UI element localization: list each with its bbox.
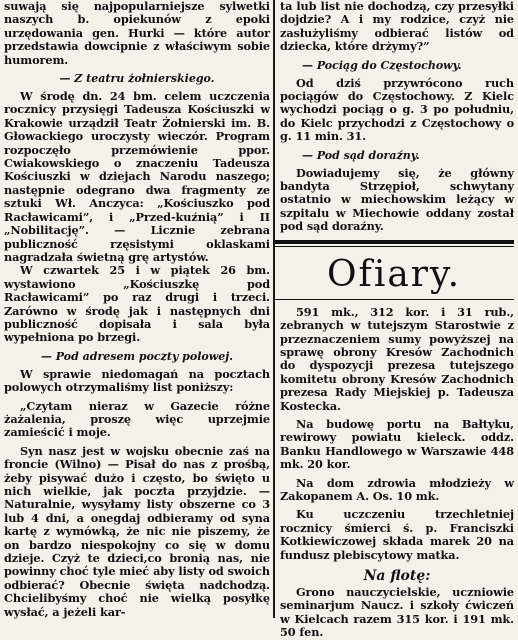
column-divider (273, 0, 275, 618)
paragraph-poczta-1: W sprawie niedomagań na pocztach polowych otrzymaliśmy list poniższy: (4, 366, 270, 395)
section-rule-thick (274, 240, 514, 244)
ofiary-item-5: Grono nauczycielskie, uczniowie seminarjum Naucz. i szkoły ćwiczeń w Kielcach razem 315 kor. i 191 mk. 50 fen. (280, 585, 514, 640)
section-rule-bottom (274, 299, 514, 300)
heading-poczta-polowa: — Pod adresem poczty polowej. (40, 349, 234, 363)
heading-sad-dorazny: — Pod sąd doraźny. (302, 148, 420, 162)
section-rule-thin (274, 246, 514, 247)
ofiary-item-3: Na dom zdrowia młodzieży w Zakopanem A. Os. 10 mk. (280, 475, 514, 503)
ofiary-item-4: Ku uczczeniu trzechletniej rocznicy śmierci ś. p. Franciszki Kotkiewiczowej składa marek 20 na fundusz plebiscytowy matka. (280, 507, 514, 562)
paragraph-sad-dorazny: Dowiadujemy się, że główny bandyta Strzępioł, schwytany ostatnio w miechowskim leżący w szpitalu w Miechowie oddany został pod sąd doraźny. (280, 165, 514, 234)
right-intro-paragraph: ta lub list nie dochodzą, czy przesyłki dojdzie? A i my rodzice, czyż nie zasłużyliśmy odbierać listów od dziecka, które drżymy?” (280, 0, 514, 54)
heading-na-flote: Na flotę: (363, 568, 431, 584)
heading-pociag: — Pociąg do Częstochowy. (302, 58, 462, 72)
paragraph-pociag: Od dziś przywrócono ruch pociągów do Częstochowy. Z Kielc wychodzi pociąg o g. 3 po południu, do Kielc przychodzi z Częstochowy o g. 11 min. 31. (280, 75, 514, 144)
paragraph-poczta-3: Syn nasz jest w wojsku obecnie zaś na froncie (Wilno) — Pisał do nas z prośbą, żeby pisywać dużo i często, bo święto u nich wielkie, jak poczta przyjdzie. — Naturalnie, wysyłamy listy obszerne co 3 lub 4 dni, a onegdaj odbieramy od syna kartę z wymówką, że nic nie piszemy, że on bardzo niespokojny co się w domu dzieje. Czyż te dzieci,co bronią nas, nie powinny choć tyle mieć aby listy od swoich odbierać? Obecnie święta nadchodzą. Chcielibyśmy choć nie wielką posyłkę wysłać, a jeżeli kar- (4, 443, 270, 619)
ofiary-item-2: Na budowę portu na Bałtyku, rewirowy powiatu kieleck. oddz. Banku Handlowego w Warszawie 448 mk. 20 kor. (280, 416, 514, 472)
paragraph-teatr-1: W środę dn. 24 bm. celem uczczenia rocznicy przysięgi Tadeusza Kościuszki w Krakowie urządził Teatr Żołnierski im. B. Głowackiego uroczysty wieczór. Program rozpoczęło przemówienie ppor. Cwiakowskiego o znaczeniu Tadeusza Kościuszki w dziejach Narodu naszego; następnie odegrano dwa fragmenty ze sztuki Wł. Anczyca: „Kościuszko pod Racławicami”, i „Przed-kuźnią” i II „Nobilitację”. — Licznie zebrana publiczność rzęsistymi oklaskami nagradzała świetną grę artystów. (4, 89, 270, 264)
ofiary-section (274, 240, 514, 300)
left-column (4, 0, 270, 619)
ofiary-item-1: 591 mk., 312 kor. i 31 rub., zebranych w tutejszym Starostwie z przeznaczeniem sumy powyższej na sprawę obrony Kresów Zachodnich do dyspozycji prezesa tutejszego komitetu obrony Kresów Zachodnich prezesa Rady Miejskiej p. Tadeusza Kostecka. (280, 304, 514, 413)
paragraph-teatr-2: W czwartek 25 i w piątek 26 bm. wystawiono „Kościuszkę pod Racławicami” po raz drugi i trzeci. Zarówno w środę jak i następnych dni publiczność dopisała i sala była wypełniona po brzegi. (4, 263, 270, 345)
paragraph-poczta-2: „Czytam nieraz w Gazecie różne żażalenia, proszę więc uprzejmie zamieścić i moje. (4, 398, 270, 440)
right-column (280, 0, 514, 640)
heading-teatr-zolnierski: — Z teatru żołnierskiego. (59, 72, 215, 86)
ofiary-title: Ofiary. (326, 253, 462, 295)
left-intro-paragraph: suwają się najpopularniejsze sylwetki naszych b. opiekunów z epoki urzędowania gen. Hurki — które autor przedstawia dowcipnie z właściwym sobie humorem. (4, 0, 270, 67)
